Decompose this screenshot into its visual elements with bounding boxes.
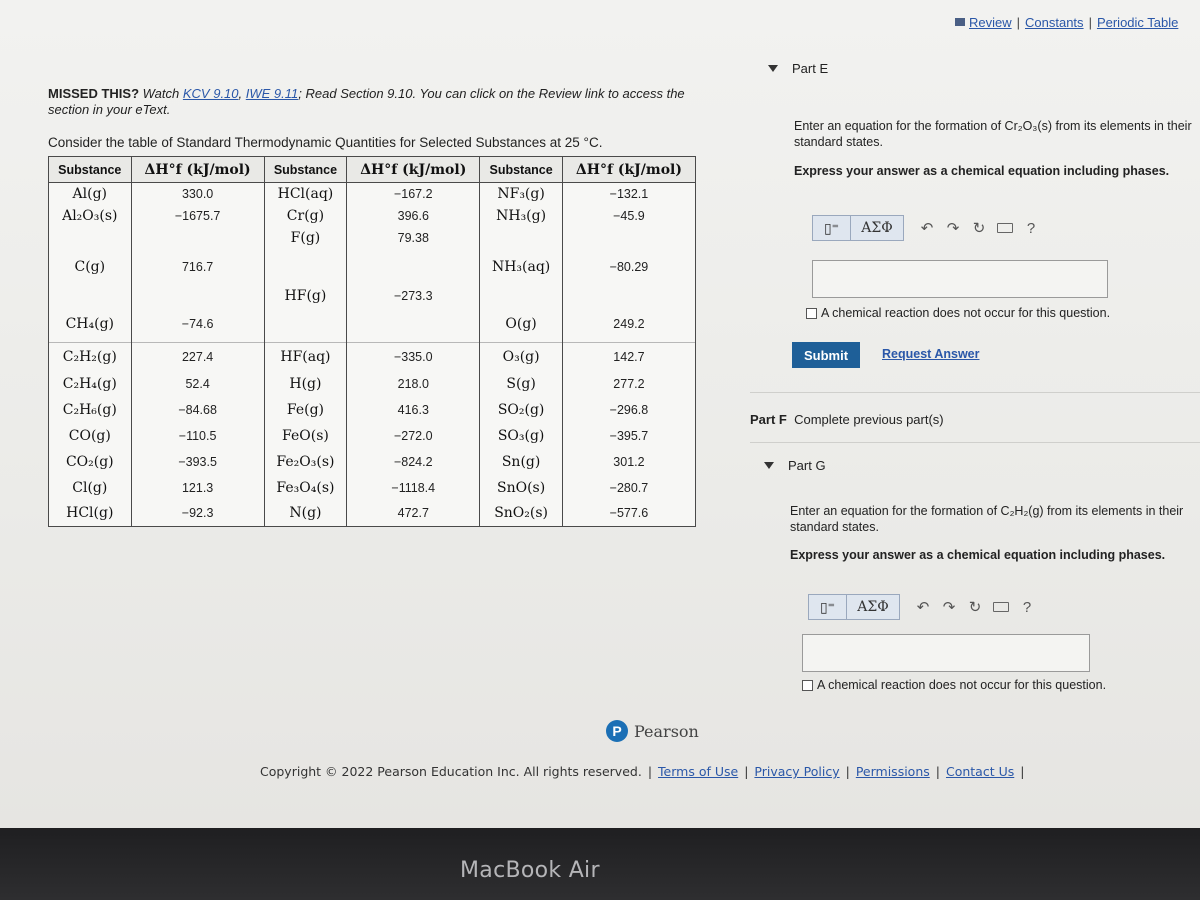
substance-cell (49, 285, 132, 307)
enthalpy-cell: −167.2 (347, 183, 480, 205)
substance-cell: C₂H₆(g) (49, 397, 132, 423)
col-header: Substance (480, 157, 563, 183)
collapse-triangle-icon (768, 65, 778, 72)
divider (750, 442, 1200, 443)
enthalpy-cell: −395.7 (562, 423, 695, 449)
col-header: ΔH°f (kJ/mol) (347, 157, 480, 183)
substance-cell: NH₃(g) (480, 205, 563, 227)
enthalpy-cell (131, 227, 264, 249)
enthalpy-cell (131, 285, 264, 307)
device-label: MacBook Air (460, 858, 600, 883)
help-icon[interactable]: ? (1026, 219, 1036, 237)
reset-icon[interactable]: ↻ (972, 220, 986, 237)
enthalpy-cell (562, 227, 695, 249)
missed-this-note: MISSED THIS? Watch KCV 9.10, IWE 9.11; Read Section 9.10. You can click on the Review link to access the section in your eText. (48, 86, 685, 117)
substance-cell: SnO₂(s) (480, 501, 563, 527)
kcv-link[interactable]: KCV 9.10 (182, 86, 239, 101)
enthalpy-cell: −824.2 (347, 449, 480, 475)
substance-cell: Al(g) (49, 183, 132, 205)
enthalpy-cell: 142.7 (562, 343, 695, 371)
table-row (49, 307, 696, 343)
table-row (49, 397, 696, 423)
table-header-row (49, 157, 696, 183)
substance-cell: FeO(s) (264, 423, 347, 449)
redo-icon[interactable]: ↷ (942, 599, 956, 616)
request-answer-link[interactable]: Request Answer (882, 347, 980, 361)
enthalpy-cell: 79.38 (347, 227, 480, 249)
substance-cell: C(g) (49, 249, 132, 285)
table-row (49, 371, 696, 397)
enthalpy-cell: 249.2 (562, 307, 695, 343)
terms-link[interactable]: Terms of Use (658, 764, 739, 779)
col-header: Substance (49, 157, 132, 183)
part-g-header[interactable]: Part G (764, 458, 826, 473)
greek-button[interactable]: ΑΣΦ (857, 599, 889, 615)
pearson-logo: P Pearson (606, 720, 699, 742)
table-row (49, 343, 696, 371)
substance-cell (264, 307, 347, 343)
reset-icon[interactable]: ↻ (968, 599, 982, 616)
review-link[interactable]: Review (969, 15, 1012, 30)
substance-cell: C₂H₂(g) (49, 343, 132, 371)
template-button[interactable]: ▯⁼ (809, 594, 847, 620)
part-e-answer-input[interactable] (812, 260, 1108, 298)
enthalpy-cell: 52.4 (131, 371, 264, 397)
substance-cell: Fe₂O₃(s) (264, 449, 347, 475)
substance-cell: SnO(s) (480, 475, 563, 501)
substance-cell (264, 249, 347, 285)
enthalpy-cell: 472.7 (347, 501, 480, 527)
substance-cell: F(g) (264, 227, 347, 249)
enthalpy-cell (347, 307, 480, 343)
enthalpy-cell (562, 285, 695, 307)
template-button[interactable]: ▯⁼ (813, 215, 851, 241)
table-row (49, 249, 696, 285)
substance-cell: S(g) (480, 371, 563, 397)
enthalpy-cell: −92.3 (131, 501, 264, 527)
table-row (49, 423, 696, 449)
enthalpy-cell: 218.0 (347, 371, 480, 397)
enthalpy-cell: 396.6 (347, 205, 480, 227)
substance-cell: O(g) (480, 307, 563, 343)
substance-cell: HCl(aq) (264, 183, 347, 205)
substance-cell: Cl(g) (49, 475, 132, 501)
substance-cell: C₂H₄(g) (49, 371, 132, 397)
substance-cell (49, 227, 132, 249)
enthalpy-cell: −296.8 (562, 397, 695, 423)
part-e-toolbar (812, 213, 1044, 243)
substance-cell: Sn(g) (480, 449, 563, 475)
table-row (49, 227, 696, 249)
substance-cell: Al₂O₃(s) (49, 205, 132, 227)
substance-cell: CO₂(g) (49, 449, 132, 475)
enthalpy-cell: −84.68 (131, 397, 264, 423)
substance-cell: NH₃(aq) (480, 249, 563, 285)
part-e-header[interactable]: Part E (768, 61, 828, 76)
privacy-link[interactable]: Privacy Policy (754, 764, 840, 779)
substance-cell: N(g) (264, 501, 347, 527)
enthalpy-cell: −280.7 (562, 475, 695, 501)
enthalpy-cell: −110.5 (131, 423, 264, 449)
enthalpy-cell: −1118.4 (347, 475, 480, 501)
part-g-toolbar (808, 592, 1040, 622)
enthalpy-cell: −577.6 (562, 501, 695, 527)
substance-cell: CH₄(g) (49, 307, 132, 343)
enthalpy-cell: 121.3 (131, 475, 264, 501)
enthalpy-cell: −393.5 (131, 449, 264, 475)
constants-link[interactable]: Constants (1025, 15, 1084, 30)
col-header: Substance (264, 157, 347, 183)
enthalpy-cell: 277.2 (562, 371, 695, 397)
part-g-instruction: Express your answer as a chemical equation including phases. (790, 548, 1166, 562)
substance-cell: SO₃(g) (480, 423, 563, 449)
part-e-no-reaction-checkbox[interactable]: A chemical reaction does not occur for this question. (806, 306, 1110, 320)
substance-cell: HCl(g) (49, 501, 132, 527)
substance-cell: H(g) (264, 371, 347, 397)
substance-cell: CO(g) (49, 423, 132, 449)
undo-icon[interactable]: ↶ (920, 220, 934, 237)
enthalpy-cell: 716.7 (131, 249, 264, 285)
table-row (49, 501, 696, 527)
enthalpy-cell: 227.4 (131, 343, 264, 371)
undo-icon[interactable]: ↶ (916, 599, 930, 616)
substance-cell (480, 227, 563, 249)
substance-cell: Fe(g) (264, 397, 347, 423)
permissions-link[interactable]: Permissions (855, 764, 930, 779)
enthalpy-cell: −80.29 (562, 249, 695, 285)
substance-cell: Fe₃O₄(s) (264, 475, 347, 501)
top-links: Review | Constants | Periodic Table (955, 15, 1178, 30)
substance-cell: NF₃(g) (480, 183, 563, 205)
table-caption: Consider the table of Standard Thermodynamic Quantities for Selected Substances at 25 °C. (48, 135, 603, 150)
enthalpy-cell: 301.2 (562, 449, 695, 475)
enthalpy-cell: 330.0 (131, 183, 264, 205)
part-e-prompt: Enter an equation for the formation of Cr₂O₃(s) from its elements in their standard states. (794, 119, 1192, 149)
col-header: ΔH°f (kJ/mol) (562, 157, 695, 183)
contact-link[interactable]: Contact Us (945, 764, 1015, 779)
keyboard-icon[interactable] (992, 220, 1018, 237)
table-row (49, 205, 696, 227)
collapse-triangle-icon (764, 462, 774, 469)
part-e-instruction: Express your answer as a chemical equation including phases. (794, 164, 1170, 178)
enthalpy-cell: −132.1 (562, 183, 695, 205)
laptop-bezel (0, 828, 1200, 900)
pearson-p-icon: P (606, 720, 628, 742)
substance-cell: SO₂(g) (480, 397, 563, 423)
table-row (49, 285, 696, 307)
table-row (49, 183, 696, 205)
submit-button[interactable]: Submit (792, 342, 860, 368)
greek-button[interactable]: ΑΣΦ (861, 220, 893, 236)
substance-cell: Cr(g) (264, 205, 347, 227)
periodic-table-link[interactable]: Periodic Table (1096, 15, 1179, 30)
part-g-answer-input[interactable] (802, 634, 1090, 672)
enthalpy-cell: −272.0 (347, 423, 480, 449)
substance-cell: HF(aq) (264, 343, 347, 371)
footer: Copyright © 2022 Pearson Education Inc. All rights reserved. | Terms of Use | Privacy Policy | Permissions | Contact Us | (260, 764, 1025, 779)
substance-cell: HF(g) (264, 285, 347, 307)
enthalpy-cell: −335.0 (347, 343, 480, 371)
substance-cell (480, 285, 563, 307)
part-g-no-reaction-checkbox[interactable]: A chemical reaction does not occur for this question. (802, 678, 1106, 692)
table-row (49, 449, 696, 475)
thermo-table (48, 156, 696, 527)
substance-cell: O₃(g) (480, 343, 563, 371)
part-f-header: Part F Complete previous part(s) (750, 412, 944, 427)
enthalpy-cell: −273.3 (347, 285, 480, 307)
help-icon[interactable]: ? (1022, 598, 1032, 616)
keyboard-icon[interactable] (988, 599, 1014, 616)
enthalpy-cell: −1675.7 (131, 205, 264, 227)
book-icon (955, 18, 965, 26)
enthalpy-cell: 416.3 (347, 397, 480, 423)
redo-icon[interactable]: ↷ (946, 220, 960, 237)
divider (750, 392, 1200, 393)
enthalpy-cell: −74.6 (131, 307, 264, 343)
enthalpy-cell (347, 249, 480, 285)
table-row (49, 475, 696, 501)
part-g-prompt: Enter an equation for the formation of C₂H₂(g) from its elements in their standard states. (790, 504, 1184, 534)
col-header: ΔH°f (kJ/mol) (131, 157, 264, 183)
enthalpy-cell: −45.9 (562, 205, 695, 227)
iwe-link[interactable]: IWE 9.11 (245, 86, 299, 101)
